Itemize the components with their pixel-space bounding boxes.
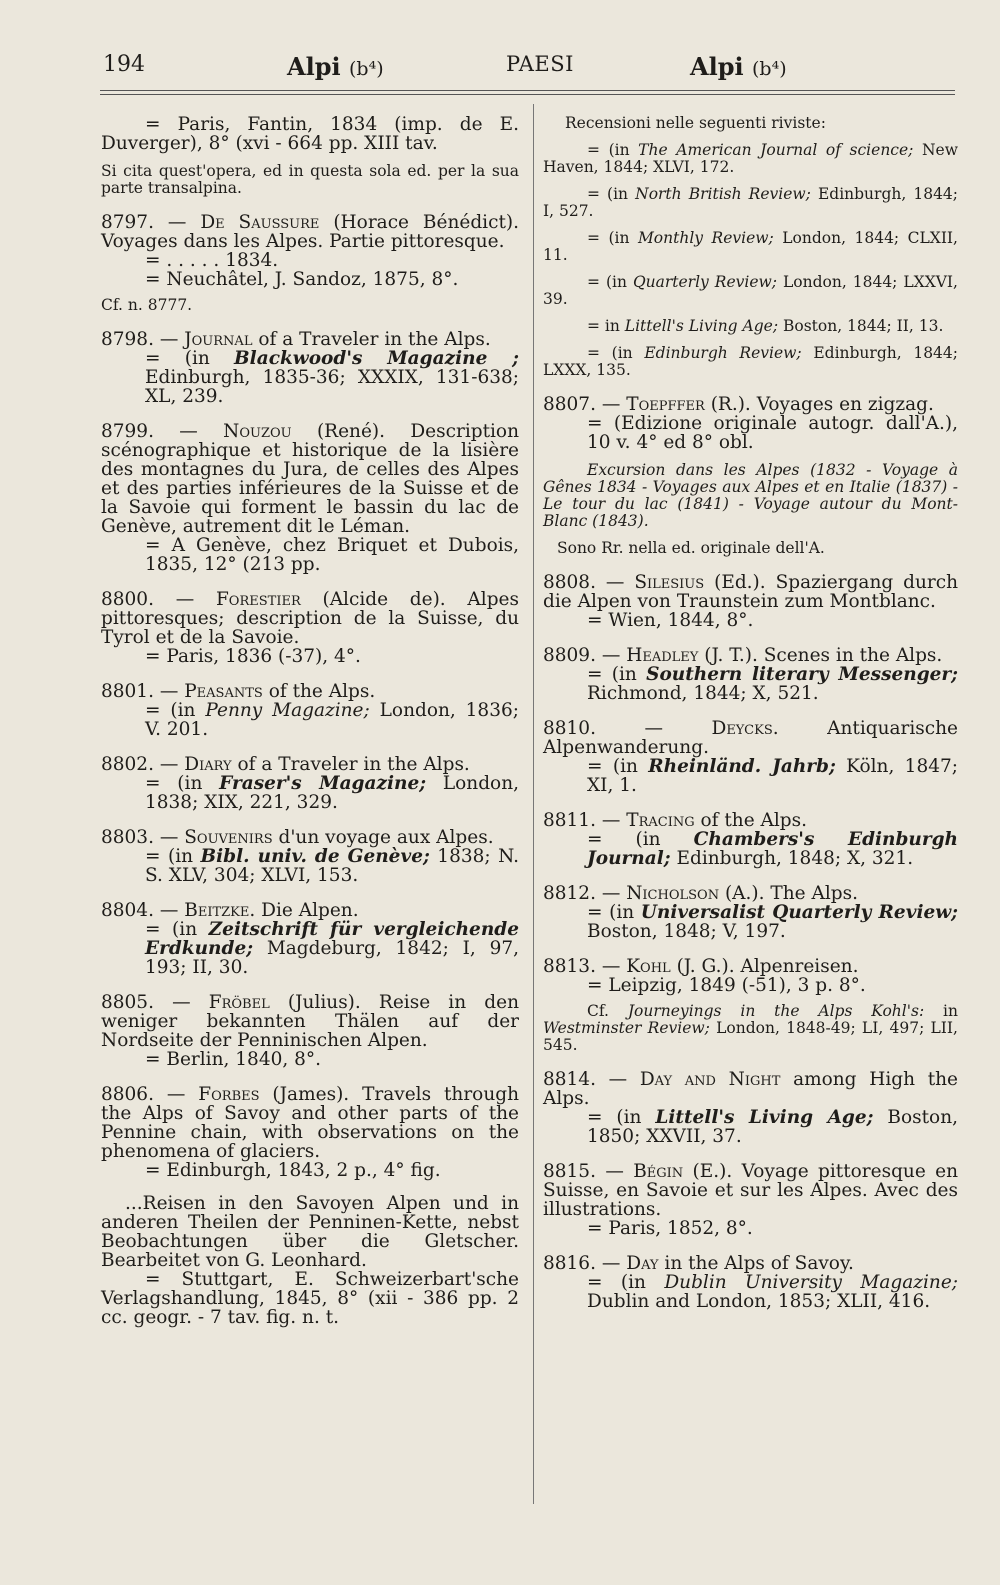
entry-8812: 8812. — Nicholson (A.). The Alps. = (in Universalist Quarterly Review; Boston, 1848; V, 197. (543, 883, 958, 942)
details-suffix: Richmond, 1844; X, 521. (587, 683, 819, 704)
periodical-title: Southern literary Messenger; (646, 664, 958, 685)
details-prefix: = (in (587, 141, 630, 159)
entry-title: (James). Travels through the Alps of Savoy and other parts of the Pennine chain, with observations on the phenomena of glaciers. (101, 1084, 519, 1162)
entry-details (543, 757, 958, 795)
entry-title: (Julius). Reise in den weniger bekannten Thälen auf der Nordseite der Penninischen Alpen. (101, 992, 519, 1051)
details-suffix: Köln, 1847; XI, 1. (587, 756, 958, 796)
review-item (543, 230, 958, 264)
right-column (543, 115, 958, 1327)
details-prefix: = (in (587, 229, 630, 247)
details-suffix: Edinburgh, 1835-36; XXXIX, 131-638; XL, 239. (145, 367, 519, 407)
entry-number: 8798. (101, 329, 154, 350)
entry-details: = Leipzig, 1849 (-51), 3 p. 8°. (587, 975, 866, 996)
periodical-title: Littell's Living Age; (624, 317, 779, 335)
details-prefix: = (in (587, 664, 637, 685)
details-suffix: London, 1838; XIX, 221, 329. (145, 773, 519, 813)
entry-details: = Neuchâtel, J. Sandoz, 1875, 8°. (145, 269, 459, 290)
entry-number: 8807. (543, 394, 596, 415)
entry-details: = . . . . . 1834. (145, 250, 279, 271)
periodical-title: The American Journal of science; (638, 141, 914, 159)
entry-8798: 8798. — Journal of a Traveler in the Alps. = (in Blackwood's Magazine ; Edinburgh, 1835-36; XXXIX, 131-638; XL, 239. (101, 329, 519, 407)
entry-author: Forbes (198, 1084, 260, 1105)
entry-translation: ...Reisen in den Savoyen Alpen und in anderen Theilen der Penninen-Kette, nebst Beobachtungen über die Gletscher. Bearbeitet von G. Leonhard. (101, 1193, 519, 1271)
entry-keyword: Journal (184, 329, 253, 350)
entry-details (543, 665, 958, 703)
entry-number: 8806. (101, 1084, 154, 1105)
entry-author: Nouzou (223, 421, 292, 442)
entry-title: (Alcide de). Alpes pittoresques; description de la Suisse, du Tyrol et de la Savoie. (101, 589, 519, 648)
entry-8799: 8799. — Nouzou (René). Description scénographique et historique de la lisière des montagnes du Jura, de celles des Alpes et des parties inférieures de la Suisse et de la Savoie qui forment le bassin du lac de Genève, autrement dit le Léman. = A Genève, chez Briquet et Dubois, 1835, 12° (213 pp. (101, 421, 519, 575)
entry-author: Deycks (711, 718, 773, 739)
entry-author: Kohl (626, 956, 671, 977)
entry-details (543, 903, 958, 941)
left-column (101, 115, 519, 1343)
details-prefix: = (in (587, 344, 633, 362)
entry-crossref: Cf. n. 8777. (101, 296, 193, 314)
review-item (543, 345, 958, 379)
entry-title: (René). Description scénographique et historique de la lisière des montagnes du Jura, de celles des Alpes et des parties inférieures de la Suisse et de la Savoie qui forment le bassin du lac de Genève, autrement dit le Léman. (101, 421, 519, 537)
periodical-title: Edinburgh Review; (644, 344, 802, 362)
entry-title: d'un voyage aux Alpes. (278, 827, 494, 848)
entry-details: = (Edizione originale autogr. dall'A.), 10 v. 4° ed 8° obl. (587, 413, 958, 453)
entry-author: Beitzke (184, 900, 250, 921)
entry-8805: 8805. — Fröbel (Julius). Reise in den weniger bekannten Thälen auf der Nordseite der Penninischen Alpen. = Berlin, 1840, 8°. (101, 992, 519, 1070)
crossref-mid: in (943, 1002, 958, 1020)
details-suffix: Boston, 1844; II, 13. (782, 317, 944, 335)
entry-8808: 8808. — Silesius (Ed.). Spaziergang durch die Alpen von Traunstein zum Montblanc. = Wien, 1844, 8°. (543, 572, 959, 631)
details-prefix: = (in (587, 185, 629, 203)
periodical-title: Quarterly Review; (632, 273, 777, 291)
entry-author: Toepffer (626, 394, 705, 415)
entry-details (543, 1273, 958, 1311)
details-prefix: = (in (145, 700, 196, 721)
details-prefix: = (in (145, 846, 194, 867)
header-left-title (287, 52, 384, 81)
entry-note: Si cita quest'opera, ed in questa sola ed. per la sua parte transalpina. (101, 162, 519, 197)
details-suffix: 1838; N. S. XLV, 304; XLVI, 153. (145, 846, 519, 886)
entry-number: 8814. (543, 1069, 596, 1090)
periodical-title: Chambers's Edinburgh Journal; (587, 829, 958, 869)
entry-author: Silesius (634, 572, 705, 593)
periodical-title: Westminster Review; (543, 1019, 710, 1037)
entry-keyword: Souvenirs (184, 827, 273, 848)
details-prefix: = (in (145, 919, 198, 940)
entry-keyword: Day (626, 1253, 659, 1274)
entry-8811: 8811. — Tracing of the Alps. = (in Chambers's Edinburgh Journal; Edinburgh, 1848; X, 321. (543, 810, 958, 869)
entry-number: 8797. (101, 212, 154, 233)
details-prefix: = (in (587, 902, 635, 923)
crossref-prefix: Cf. (587, 1002, 609, 1020)
entry-title: (J. G.). Alpenreisen. (676, 956, 859, 977)
entry-8814: 8814. — Day and Night among High the Alps. = (in Littell's Living Age; Boston, 1850; XXVII, 37. (543, 1069, 958, 1147)
header-right-word: Alpi (690, 52, 744, 81)
details-prefix: = in (587, 317, 620, 335)
entry-keyword: Tracing (626, 810, 695, 831)
details-suffix: London, 1844; LXXVI, 39. (543, 273, 958, 308)
entry-author: Headley (626, 645, 699, 666)
review-item (543, 274, 958, 308)
periodical-title: Fraser's Magazine; (219, 773, 427, 794)
details-prefix: = (in (587, 1107, 642, 1128)
periodical-title: Rheinländ. Jahrb; (648, 756, 836, 777)
entry-details (543, 830, 958, 868)
entry-8804: 8804. — Beitzke. Die Alpen. = (in Zeitschrift für vergleichende Erdkunde; Magdeburg, 1842; I, 97, 193; II, 30. (101, 900, 519, 978)
details-prefix: = (in (145, 348, 210, 369)
entry-details: = Paris, 1836 (-37), 4°. (145, 646, 361, 667)
entry-number: 8799. (101, 421, 154, 442)
header-left-word: Alpi (287, 52, 341, 81)
entry-details (101, 774, 519, 812)
entry-number: 8811. (543, 810, 596, 831)
entry-details: = Berlin, 1840, 8°. (145, 1049, 322, 1070)
header-left-suffix: (b⁴) (349, 58, 384, 80)
entry-details: = A Genève, chez Briquet et Dubois, 1835, 12° (213 pp. (145, 535, 519, 575)
entry-details (101, 847, 519, 885)
entry-title: (J. T.). Scenes in the Alps. (704, 645, 943, 666)
entry-8806: 8806. — Forbes (James). Travels through the Alps of Savoy and other parts of the Pennine chain, with observations on the phenomena of glaciers. = Edinburgh, 1843, 2 p., 4° fig. ...Reisen in den Savoyen Alpen und in anderen Theilen der Penninen-Kette, nebst Beobachtungen über die Gletscher. Bearbeitet von G. Leonhard. = Stuttgart, E. Schweizerbart'sche Verlagshandlung, 1845, 8° (xii - 386 pp. 2 cc. geogr. - 7 tav. fig. n. t. (101, 1084, 519, 1328)
details-prefix: = (in (145, 773, 203, 794)
entry-title: in the Alps of Savoy. (664, 1253, 854, 1274)
entry-details: = Paris, 1852, 8°. (587, 1218, 753, 1239)
entry-title: among High the Alps. (543, 1069, 958, 1109)
entry-title: (A.). The Alps. (724, 883, 858, 904)
entry-details: = Edinburgh, 1843, 2 p., 4° fig. (145, 1160, 441, 1181)
entry-title: of the Alps. (268, 681, 376, 702)
entry-number: 8803. (101, 827, 154, 848)
details-suffix: Boston, 1848; V, 197. (587, 921, 786, 942)
header-right-title (690, 52, 787, 81)
entry-title: . Die Alpen. (249, 900, 359, 921)
header-section: PAESI (506, 52, 574, 76)
entry-author: De Saussure (200, 212, 320, 233)
entry-details (543, 1108, 958, 1146)
periodical-title: North British Review; (635, 185, 811, 203)
entry-details: = Wien, 1844, 8°. (587, 610, 754, 631)
entry-8801: 8801. — Peasants of the Alps. = (in Penny Magazine; London, 1836; V. 201. (101, 681, 519, 740)
details-prefix: = (in (587, 1272, 646, 1293)
entry-title: (E.). Voyage pittoresque en Suisse, en Savoie et sur les Alpes. Avec des illustrations. (543, 1161, 958, 1220)
entry-keyword: Peasants (184, 681, 263, 702)
details-suffix: London, 1836; V. 201. (145, 700, 519, 740)
details-suffix: Boston, 1850; XXVII, 37. (587, 1107, 958, 1147)
entry-note: Excursion dans les Alpes (1832 - Voyage à Gênes 1834 - Voyages aux Alpes et en Italie (1837) - Le tour du lac (1841) - Voyage autour du Mont-Blanc (1843). (543, 461, 958, 530)
entry-number: 8816. (543, 1253, 596, 1274)
column-divider (533, 104, 534, 1504)
entry-number: 8804. (101, 900, 154, 921)
crossref-suffix: London, 1848-49; LI, 497; LII, 545. (543, 1019, 958, 1054)
entry-8803: 8803. — Souvenirs d'un voyage aux Alpes. = (in Bibl. univ. de Genève; 1838; N. S. XLV, 304; XLVI, 153. (101, 827, 519, 886)
entry-number: 8815. (543, 1161, 596, 1182)
entry-details: = Stuttgart, E. Schweizerbart'sche Verlagshandlung, 1845, 8° (xii - 386 pp. 2 cc. geogr. - 7 tav. fig. n. t. (101, 1269, 519, 1328)
header-rule-thin (100, 94, 955, 95)
entry-number: 8801. (101, 681, 154, 702)
entry-details (101, 701, 519, 739)
entry-8816: 8816. — Day in the Alps of Savoy. = (in Dublin University Magazine; Dublin and London, 1853; XLII, 416. (543, 1253, 958, 1312)
details-suffix: Edinburgh, 1844; I, 527. (543, 185, 959, 220)
entry-number: 8812. (543, 883, 596, 904)
periodical-title: Penny Magazine; (205, 700, 370, 721)
entry-keyword: Day and Night (639, 1069, 781, 1090)
reviews-intro: Recensioni nelle seguenti riviste: (565, 114, 826, 132)
details-prefix: = (in (587, 273, 627, 291)
entry-number: 8810. (543, 718, 596, 739)
entry-number: 8800. (101, 589, 154, 610)
entry-title: of a Traveler in the Alps. (258, 329, 491, 350)
details-prefix: = (in (587, 756, 638, 777)
entry-number: 8805. (101, 992, 154, 1013)
entry-details: = Paris, Fantin, 1834 (imp. de E. Duverger), 8° (xvi - 664 pp. XIII tav. (101, 114, 519, 154)
periodical-title: Bibl. univ. de Genève; (200, 846, 430, 867)
crossref-title: Journeyings in the Alps Kohl's: (627, 1002, 925, 1020)
details-prefix: = (in (587, 829, 661, 850)
entry-title: of a Traveler in the Alps. (237, 754, 470, 775)
entry-number: 8809. (543, 645, 596, 666)
entry-number: 8813. (543, 956, 596, 977)
periodical-title: Dublin University Magazine; (664, 1272, 958, 1293)
entry-8810: 8810. — Deycks. Antiquarische Alpenwanderung. = (in Rheinländ. Jahrb; Köln, 1847; XI, 1. (543, 718, 959, 796)
entry-author: Fröbel (208, 992, 270, 1013)
page-number: 194 (103, 52, 145, 77)
entry-author: Nicholson (626, 883, 720, 904)
entry-title: (Horace Bénédict). Voyages dans les Alpes. Partie pittoresque. (101, 212, 519, 252)
periodical-title: Blackwood's Magazine ; (234, 348, 519, 369)
entry-number: 8808. (543, 572, 596, 593)
periodical-title: Monthly Review; (637, 229, 774, 247)
entry-title: of the Alps. (700, 810, 808, 831)
entry-details (101, 920, 519, 977)
details-suffix: London, 1844; CLXII, 11. (543, 229, 958, 264)
details-suffix: Dublin and London, 1853; XLII, 416. (587, 1291, 931, 1312)
entry-title: (Ed.). Spaziergang durch die Alpen von Traunstein zum Montblanc. (543, 572, 959, 612)
entry-8797: 8797. — De Saussure (Horace Bénédict). Voyages dans les Alpes. Partie pittoresque. = . . . . . 1834. = Neuchâtel, J. Sandoz, 1875, 8°. Cf. n. 8777. (101, 212, 519, 314)
entry-8815: 8815. — Bégin (E.). Voyage pittoresque en Suisse, en Savoie et sur les Alpes. Avec des illustrations. = Paris, 1852, 8°. (543, 1161, 958, 1239)
periodical-title: Zeitschrift für vergleichende Erdkunde; (145, 919, 519, 959)
periodical-title: Littell's Living Age; (655, 1107, 874, 1128)
entry-author: Forestier (215, 589, 301, 610)
running-header (0, 52, 1000, 92)
review-item (543, 142, 958, 176)
entry-title: (R.). Voyages en zigzag. (710, 394, 934, 415)
entry-number: 8802. (101, 754, 154, 775)
details-suffix: Edinburgh, 1844; LXXX, 135. (543, 344, 958, 379)
entry-keyword: Diary (184, 754, 232, 775)
header-right-suffix: (b⁴) (752, 58, 787, 80)
entry-continuation (101, 115, 519, 153)
periodical-title: Universalist Quarterly Review; (640, 902, 958, 923)
entry-8802: 8802. — Diary of a Traveler in the Alps. = (in Fraser's Magazine; London, 1838; XIX, 221, 329. (101, 754, 519, 813)
entry-8807: 8807. — Toepffer (R.). Voyages en zigzag. = (Edizione originale autogr. dall'A.), 10 v. 4° ed 8° obl. (543, 394, 958, 453)
entry-8813: 8813. — Kohl (J. G.). Alpenreisen. = Leipzig, 1849 (-51), 3 p. 8°. (543, 957, 958, 995)
entry-8809: 8809. — Headley (J. T.). Scenes in the Alps. = (in Southern literary Messenger; Richmond, 1844; X, 521. (543, 645, 958, 704)
entry-8800: 8800. — Forestier (Alcide de). Alpes pittoresques; description de la Suisse, du Tyrol et de la Savoie. = Paris, 1836 (-37), 4°. (101, 589, 519, 667)
entry-title: . Antiquarische Alpenwanderung. (543, 718, 959, 758)
details-suffix: Magdeburg, 1842; I, 97, 193; II, 30. (145, 938, 519, 978)
entry-author: Bégin (633, 1161, 684, 1182)
header-rule (100, 90, 955, 91)
entry-crossref (543, 1003, 958, 1054)
details-suffix: Edinburgh, 1848; X, 321. (676, 848, 914, 869)
details-suffix: New Haven, 1844; XLVI, 172. (543, 141, 958, 176)
entry-note: Sono Rr. nella ed. originale dell'A. (557, 539, 825, 557)
review-item (543, 318, 958, 335)
review-item (543, 186, 958, 220)
entry-details (101, 349, 519, 406)
